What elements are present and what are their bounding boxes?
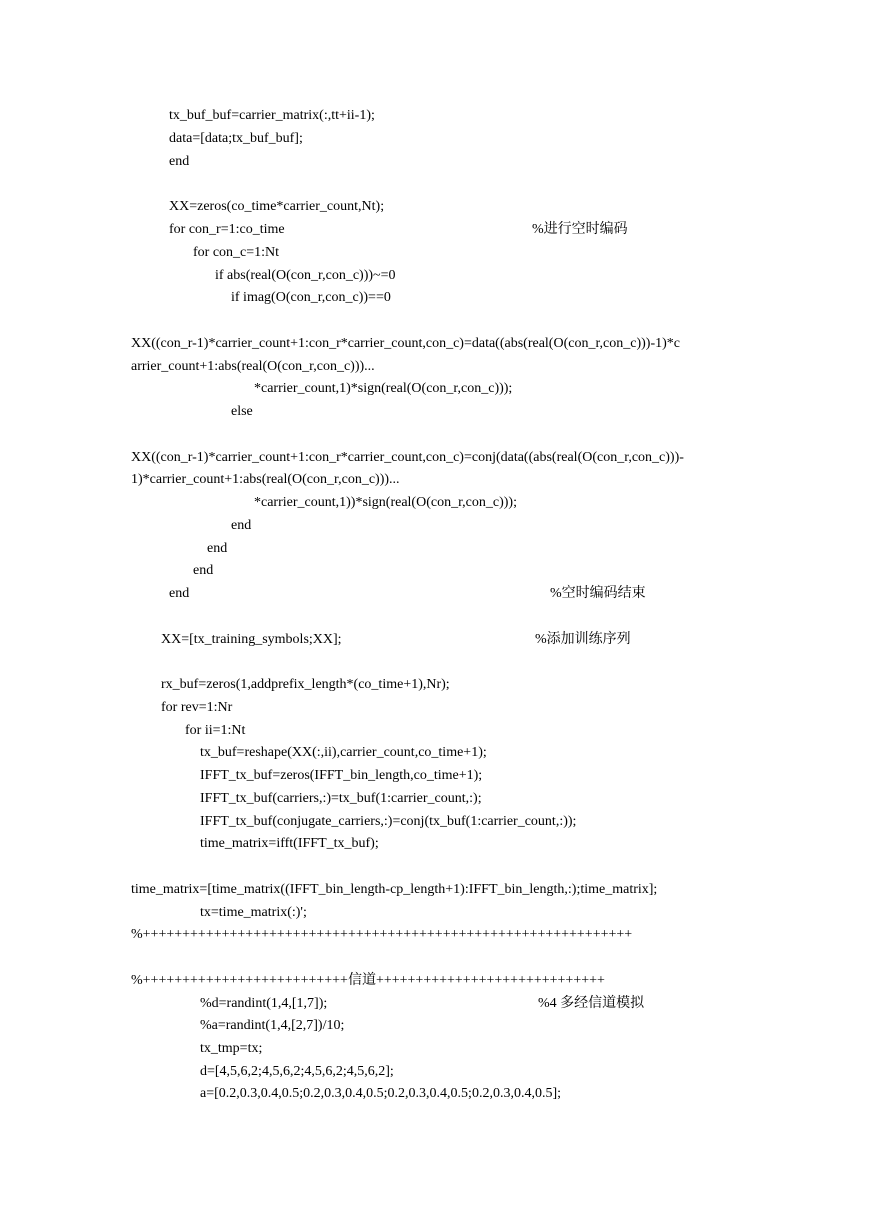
code-line: if abs(real(O(con_r,con_c)))~=0 [215, 268, 396, 283]
code-line: IFFT_tx_buf(carriers,:)=tx_buf(1:carrier_count,:); [200, 791, 482, 806]
code-comment: %添加训练序列 [535, 632, 631, 647]
code-line: tx=time_matrix(:)'; [200, 905, 307, 920]
code-line: if imag(O(con_r,con_c))==0 [231, 290, 391, 305]
code-separator: %++++++++++++++++++++++++++信道+++++++++++++++++++++++++++++ [131, 973, 605, 988]
code-line: time_matrix=[time_matrix((IFFT_bin_length-cp_length+1):IFFT_bin_length,:);time_matrix]; [131, 882, 658, 897]
code-line: for con_r=1:co_time [169, 222, 285, 237]
code-line: for rev=1:Nr [161, 700, 233, 715]
code-comment: %空时编码结束 [550, 586, 646, 601]
code-line: end [169, 586, 190, 601]
code-line: a=[0.2,0.3,0.4,0.5;0.2,0.3,0.4,0.5;0.2,0.3,0.4,0.5;0.2,0.3,0.4,0.5]; [200, 1086, 561, 1101]
code-line: XX=zeros(co_time*carrier_count,Nt); [169, 199, 385, 214]
code-line: IFFT_tx_buf=zeros(IFFT_bin_length,co_time+1); [200, 768, 483, 783]
code-line: end [169, 154, 190, 169]
code-comment: %进行空时编码 [532, 222, 628, 237]
code-line: XX((con_r-1)*carrier_count+1:con_r*carrier_count,con_c)=data((abs(real(O(con_r,con_c)))-1)*c [131, 336, 681, 351]
code-comment: %4 多经信道模拟 [538, 996, 645, 1011]
code-line: %a=randint(1,4,[2,7])/10; [200, 1018, 345, 1033]
code-line: tx_tmp=tx; [200, 1041, 263, 1056]
code-line: else [231, 404, 253, 419]
code-line: end [193, 563, 214, 578]
code-line: rx_buf=zeros(1,addprefix_length*(co_time+1),Nr); [161, 677, 450, 692]
code-line: %d=randint(1,4,[1,7]); [200, 996, 328, 1011]
code-line: data=[data;tx_buf_buf]; [169, 131, 303, 146]
code-line: XX((con_r-1)*carrier_count+1:con_r*carrier_count,con_c)=conj(data((abs(real(O(con_r,con_c)))- [131, 450, 684, 465]
code-line: for ii=1:Nt [185, 723, 246, 738]
code-line: end [231, 518, 252, 533]
code-line: end [207, 541, 228, 556]
code-line: for con_c=1:Nt [193, 245, 280, 260]
code-line: IFFT_tx_buf(conjugate_carriers,:)=conj(tx_buf(1:carrier_count,:)); [200, 814, 577, 829]
code-line: arrier_count+1:abs(real(O(con_r,con_c)))... [131, 359, 375, 374]
code-separator: %++++++++++++++++++++++++++++++++++++++++++++++++++++++++++++++ [131, 927, 633, 942]
code-line: 1)*carrier_count+1:abs(real(O(con_r,con_c)))... [131, 472, 400, 487]
code-line: tx_buf_buf=carrier_matrix(:,tt+ii-1); [169, 108, 375, 123]
code-line: d=[4,5,6,2;4,5,6,2;4,5,6,2;4,5,6,2]; [200, 1064, 394, 1079]
code-line: XX=[tx_training_symbols;XX]; [161, 632, 342, 647]
code-line: time_matrix=ifft(IFFT_tx_buf); [200, 836, 379, 851]
code-line: *carrier_count,1))*sign(real(O(con_r,con_c))); [254, 495, 517, 510]
code-line: *carrier_count,1)*sign(real(O(con_r,con_c))); [254, 381, 513, 396]
code-line: tx_buf=reshape(XX(:,ii),carrier_count,co_time+1); [200, 745, 487, 760]
